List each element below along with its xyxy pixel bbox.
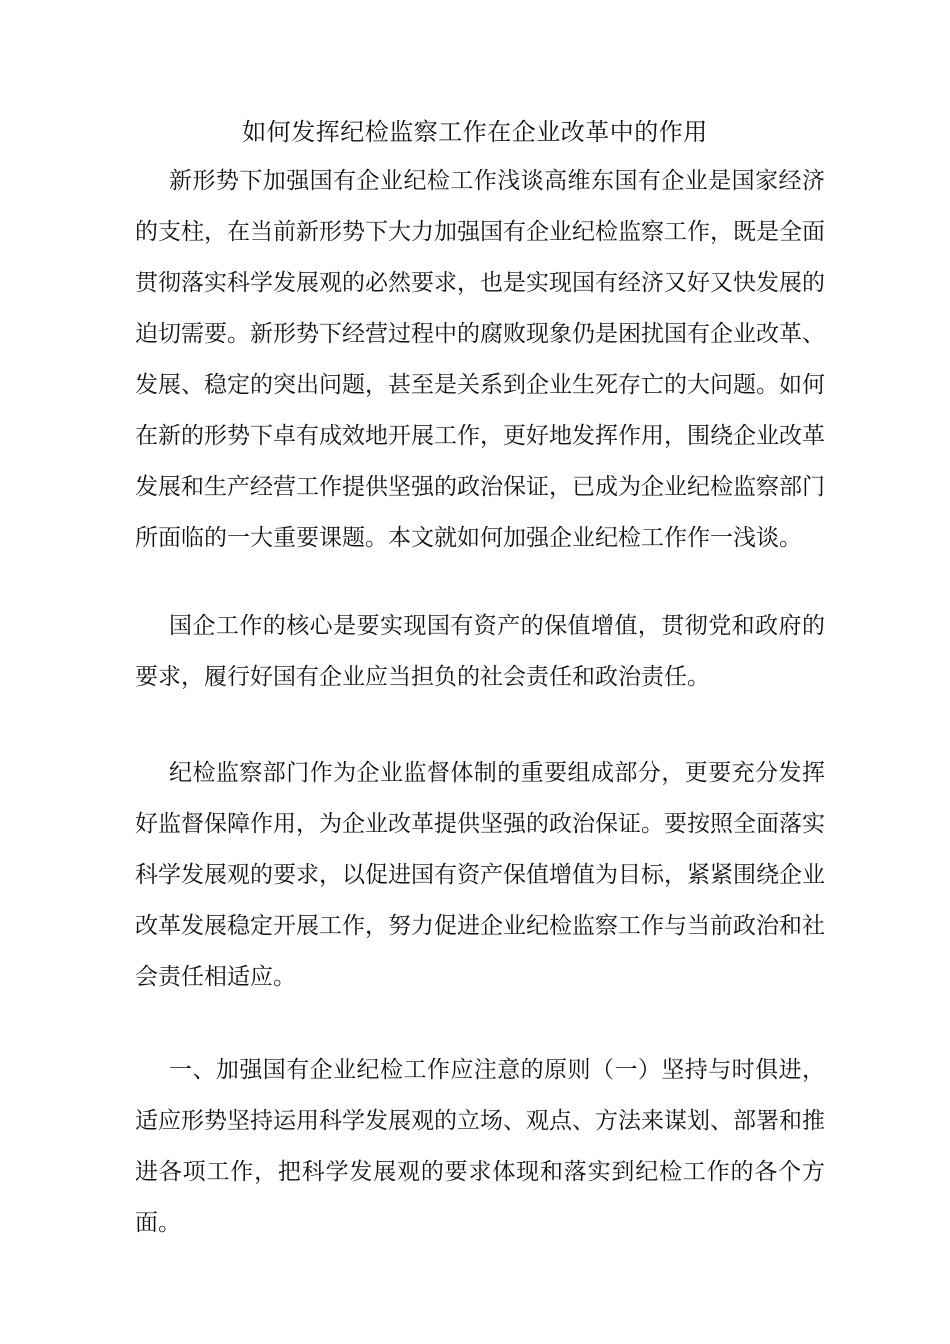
paragraph-intro: 新形势下加强国有企业纪检工作浅谈高维东国有企业是国家经济的支柱，在当前新形势下大力加强国有企业纪检监察工作，既是全面贯彻落实科学发展观的必然要求，也是实现国有经济又好又快发展的迫切需要。新形势下经营过程中的腐败现象仍是困扰国有企业改革、发展、稳定的突出问题，甚至是关系到企业生死存亡的大问题。如何在新的形势下卓有成效地开展工作，更好地发挥作用，围绕企业改革发展和生产经营工作提供坚强的政治保证，已成为企业纪检监察部门所面临的一大重要课题。本文就如何加强企业纪检工作作一浅谈。 [135,168,825,551]
paragraph-core-task: 国企工作的核心是要实现国有资产的保值增值，贯彻党和政府的要求，履行好国有企业应当担负的社会责任和政治责任。 [135,613,825,690]
paragraph-supervision-role: 纪检监察部门作为企业监督体制的重要组成部分，更要充分发挥好监督保障作用，为企业改革提供坚强的政治保证。要按照全面落实科学发展观的要求，以促进国有资产保值增值为目标，紧紧围绕企业改革发展稳定开展工作，努力促进企业纪检监察工作与当前政治和社会责任相适应。 [135,760,825,990]
paragraph-principles: 一、加强国有企业纪检工作应注意的原则（一）坚持与时俱进，适应形势坚持运用科学发展观的立场、观点、方法来谋划、部署和推进各项工作，把科学发展观的要求体现和落实到纪检工作的各个方面。 [135,1057,825,1236]
document-title: 如何发挥纪检监察工作在企业改革中的作用 [242,118,708,146]
